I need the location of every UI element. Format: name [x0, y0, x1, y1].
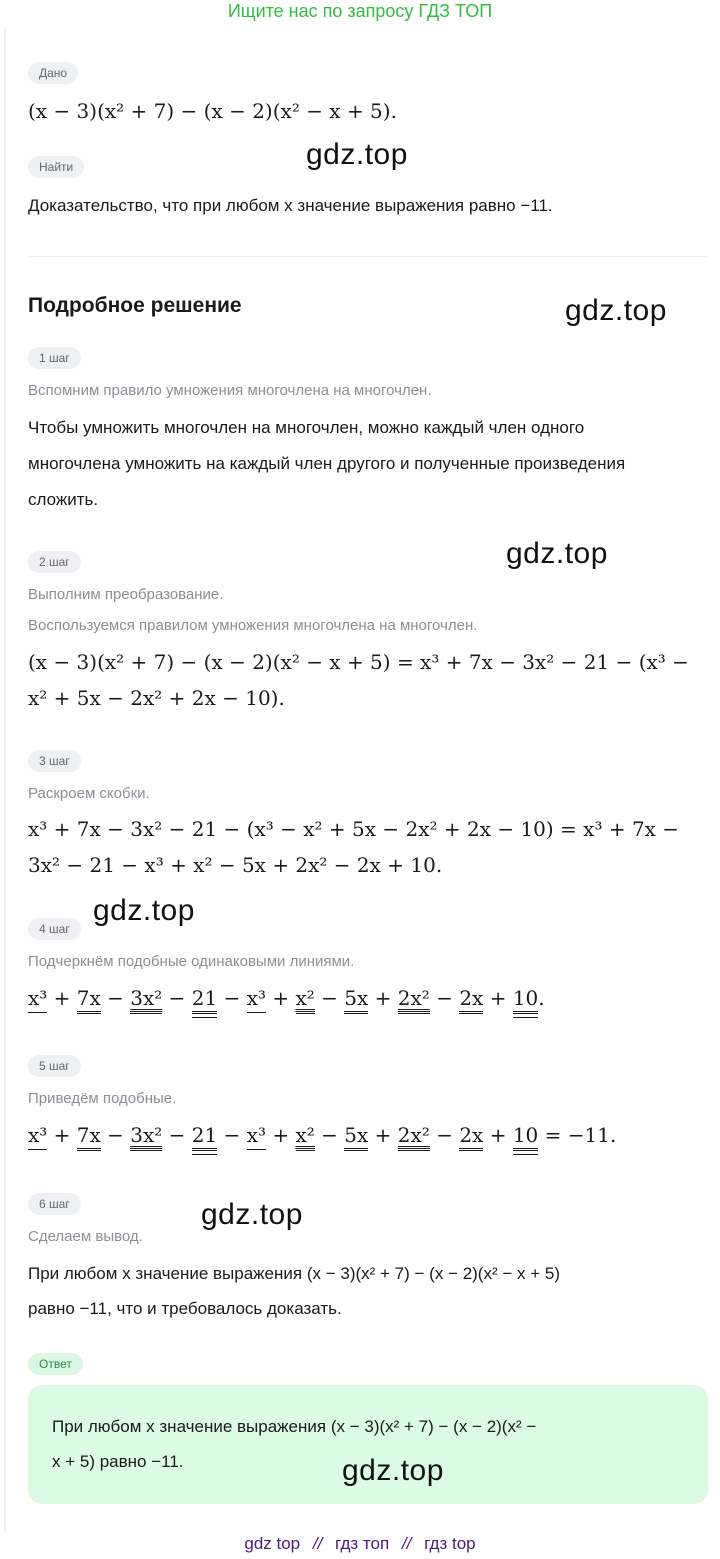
term: 2x: [459, 986, 483, 1014]
operator: −: [168, 986, 186, 1010]
step-hint: Приведём подобные.: [28, 1090, 177, 1107]
given-expression: (x − 3)(x² + 7) − (x − 2)(x² − x + 5).: [28, 99, 397, 123]
footer-link-gdz-top[interactable]: gdz top: [244, 1534, 301, 1553]
answer-text-line: x + 5) равно −11.: [52, 1452, 184, 1471]
watermark: gdz.top: [565, 294, 667, 327]
term: 2x²: [398, 1123, 430, 1151]
term: 5x: [344, 1123, 368, 1151]
operator: −: [107, 1123, 124, 1147]
term: x³: [28, 986, 47, 1013]
operator: −: [436, 986, 453, 1010]
term: 5x: [344, 986, 368, 1014]
operator: +: [272, 986, 290, 1010]
step-hint: Подчеркнём подобные одинаковыми линиями.: [28, 953, 355, 970]
underlined-terms-row: [28, 1123, 616, 1147]
footer-links: [0, 1534, 720, 1554]
operator: −: [223, 1123, 241, 1147]
step-badge: 3 шаг: [28, 750, 81, 772]
step-text-line: многочлена умножить на каждый член другого и полученные произведения: [28, 454, 626, 473]
find-text: Доказательство, что при любом x значение выражения равно −11.: [28, 196, 553, 215]
step-hint: Сделаем вывод.: [28, 1228, 143, 1245]
step-text-line: При любом x значение выражения (x − 3)(x² + 7) − (x − 2)(x² − x + 5): [28, 1264, 560, 1283]
term: x²: [296, 1123, 315, 1151]
footer-separator: //: [312, 1534, 323, 1553]
footer-link-gdz-top-ru[interactable]: гдз топ: [335, 1534, 390, 1553]
step-hint: Воспользуемся правилом умножения многочлена на многочлен.: [28, 617, 478, 634]
term: x³: [247, 986, 266, 1013]
solution-title: Подробное решение: [28, 294, 242, 317]
step-text-line: Чтобы умножить многочлен на многочлен, можно каждый член одного: [28, 418, 585, 437]
step-badge: 1 шаг: [28, 347, 81, 369]
underlined-terms-row: [28, 986, 545, 1010]
left-border: [4, 28, 6, 1533]
operator: +: [53, 1123, 71, 1147]
operator: +: [489, 1123, 507, 1147]
operator: −: [107, 986, 124, 1010]
operator: .: [538, 986, 545, 1010]
step-math-line: x² + 5x − 2x² + 2x − 10).: [28, 686, 285, 710]
step-text-line: равно −11, что и требовалось доказать.: [28, 1299, 342, 1318]
watermark: gdz.top: [342, 1454, 444, 1487]
step-math-line: 3x² − 21 − x³ + x² − 5x + 2x² − 2x + 10.: [28, 853, 443, 877]
step-text-line: сложить.: [28, 490, 99, 509]
watermark: gdz.top: [93, 894, 195, 927]
term: 10: [513, 986, 538, 1014]
watermark: gdz.top: [306, 138, 408, 171]
operator: +: [53, 986, 71, 1010]
step-hint: Вспомним правило умножения многочлена на многочлен.: [28, 382, 432, 399]
term: x³: [28, 1123, 47, 1150]
answer-badge: Ответ: [28, 1353, 83, 1375]
term: 2x: [459, 1123, 483, 1151]
term: x³: [247, 1123, 266, 1150]
footer-separator: //: [401, 1534, 412, 1553]
operator: −: [436, 1123, 453, 1147]
find-badge: Найти: [28, 156, 84, 178]
term: 7x: [77, 986, 101, 1014]
footer-link-gdz-top-mixed[interactable]: гдз top: [424, 1534, 476, 1553]
operator: −: [321, 986, 338, 1010]
term: 7x: [77, 1123, 101, 1151]
operator: +: [272, 1123, 290, 1147]
step-hint: Раскроем скобки.: [28, 785, 150, 802]
operator: −: [321, 1123, 338, 1147]
operator: −: [223, 986, 241, 1010]
term: 3x²: [130, 986, 162, 1014]
operator: +: [489, 986, 507, 1010]
term: x²: [296, 986, 315, 1014]
answer-text-line: При любом x значение выражения (x − 3)(x² + 7) − (x − 2)(x² −: [52, 1417, 537, 1436]
given-badge: Дано: [28, 62, 78, 84]
step-badge: 4 шаг: [28, 918, 81, 940]
term: 21: [192, 1123, 217, 1151]
step-badge: 2 шаг: [28, 551, 81, 573]
divider: [28, 256, 708, 257]
term: 21: [192, 986, 217, 1014]
step-math-line: (x − 3)(x² + 7) − (x − 2)(x² − x + 5) = x³ + 7x − 3x² − 21 − (x³ −: [28, 650, 689, 674]
operator: −: [168, 1123, 186, 1147]
step-hint: Выполним преобразование.: [28, 586, 224, 603]
result: = −11.: [544, 1123, 617, 1147]
term: 2x²: [398, 986, 430, 1014]
step-badge: 5 шаг: [28, 1055, 81, 1077]
step-math-line: x³ + 7x − 3x² − 21 − (x³ − x² + 5x − 2x² + 2x − 10) = x³ + 7x −: [28, 817, 680, 841]
operator: +: [374, 1123, 392, 1147]
operator: +: [374, 986, 392, 1010]
search-banner[interactable]: Ищите нас по запросу ГДЗ ТОП: [227, 1, 493, 21]
step-badge: 6 шаг: [28, 1193, 81, 1215]
term: 10: [513, 1123, 538, 1151]
watermark: gdz.top: [506, 537, 608, 570]
term: 3x²: [130, 1123, 162, 1151]
watermark: gdz.top: [201, 1198, 303, 1231]
